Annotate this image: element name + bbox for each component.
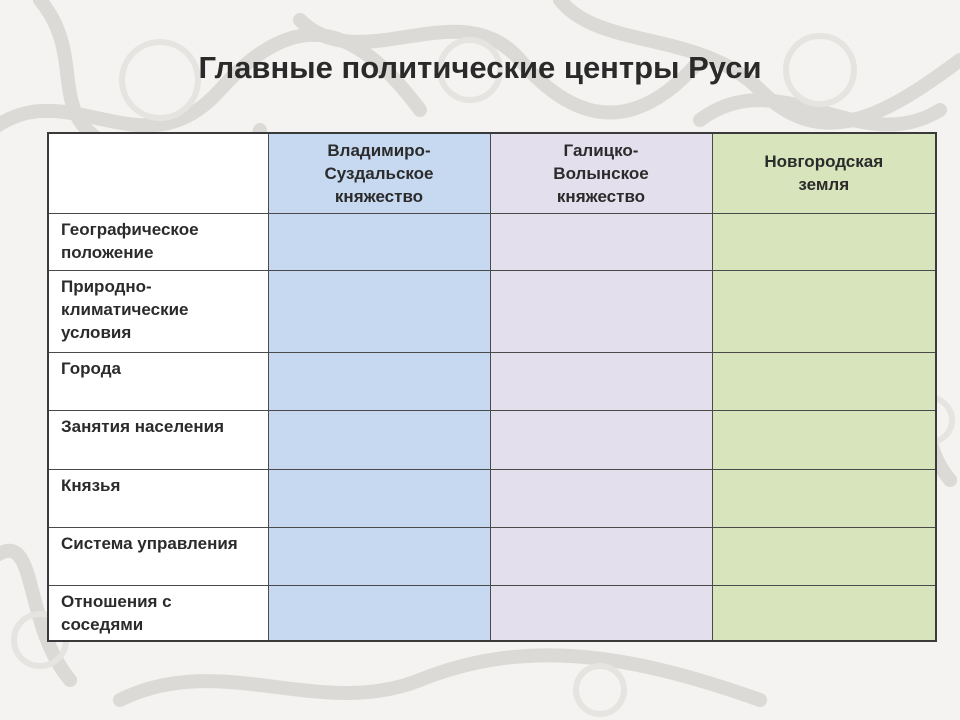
- empty-cell[interactable]: [712, 585, 936, 641]
- column-header: Владимиро- Суздальское княжество: [268, 133, 490, 213]
- row-label: Система управления: [48, 527, 268, 585]
- row-label: Географическое положение: [48, 213, 268, 270]
- empty-cell[interactable]: [268, 585, 490, 641]
- empty-cell[interactable]: [268, 410, 490, 469]
- empty-cell[interactable]: [490, 469, 712, 527]
- empty-cell[interactable]: [268, 469, 490, 527]
- empty-cell[interactable]: [712, 270, 936, 352]
- row-label: Природно-климатические условия: [48, 270, 268, 352]
- empty-cell[interactable]: [490, 410, 712, 469]
- table-row: [48, 410, 936, 469]
- empty-cell[interactable]: [268, 270, 490, 352]
- table-row: [48, 270, 936, 352]
- header-row: [48, 133, 936, 213]
- empty-cell[interactable]: [268, 527, 490, 585]
- empty-cell[interactable]: [490, 213, 712, 270]
- empty-cell[interactable]: [490, 270, 712, 352]
- empty-cell[interactable]: [712, 352, 936, 410]
- row-label: Отношения с соседями: [48, 585, 268, 641]
- empty-cell[interactable]: [490, 585, 712, 641]
- column-header: Галицко- Волынское княжество: [490, 133, 712, 213]
- empty-cell[interactable]: [712, 213, 936, 270]
- table-row: [48, 469, 936, 527]
- empty-cell[interactable]: [712, 527, 936, 585]
- corner-cell: [48, 133, 268, 213]
- empty-cell[interactable]: [268, 352, 490, 410]
- empty-cell[interactable]: [712, 410, 936, 469]
- table-row: [48, 527, 936, 585]
- table-row: [48, 352, 936, 410]
- empty-cell[interactable]: [490, 352, 712, 410]
- comparison-table: [47, 132, 937, 642]
- row-label: Занятия населения: [48, 410, 268, 469]
- slide-title: Главные политические центры Руси: [198, 50, 762, 85]
- table-row: [48, 213, 936, 270]
- table-row: [48, 585, 936, 641]
- row-label: Города: [48, 352, 268, 410]
- column-header: Новгородская земля: [712, 133, 936, 213]
- empty-cell[interactable]: [268, 213, 490, 270]
- empty-cell[interactable]: [712, 469, 936, 527]
- empty-cell[interactable]: [490, 527, 712, 585]
- row-label: Князья: [48, 469, 268, 527]
